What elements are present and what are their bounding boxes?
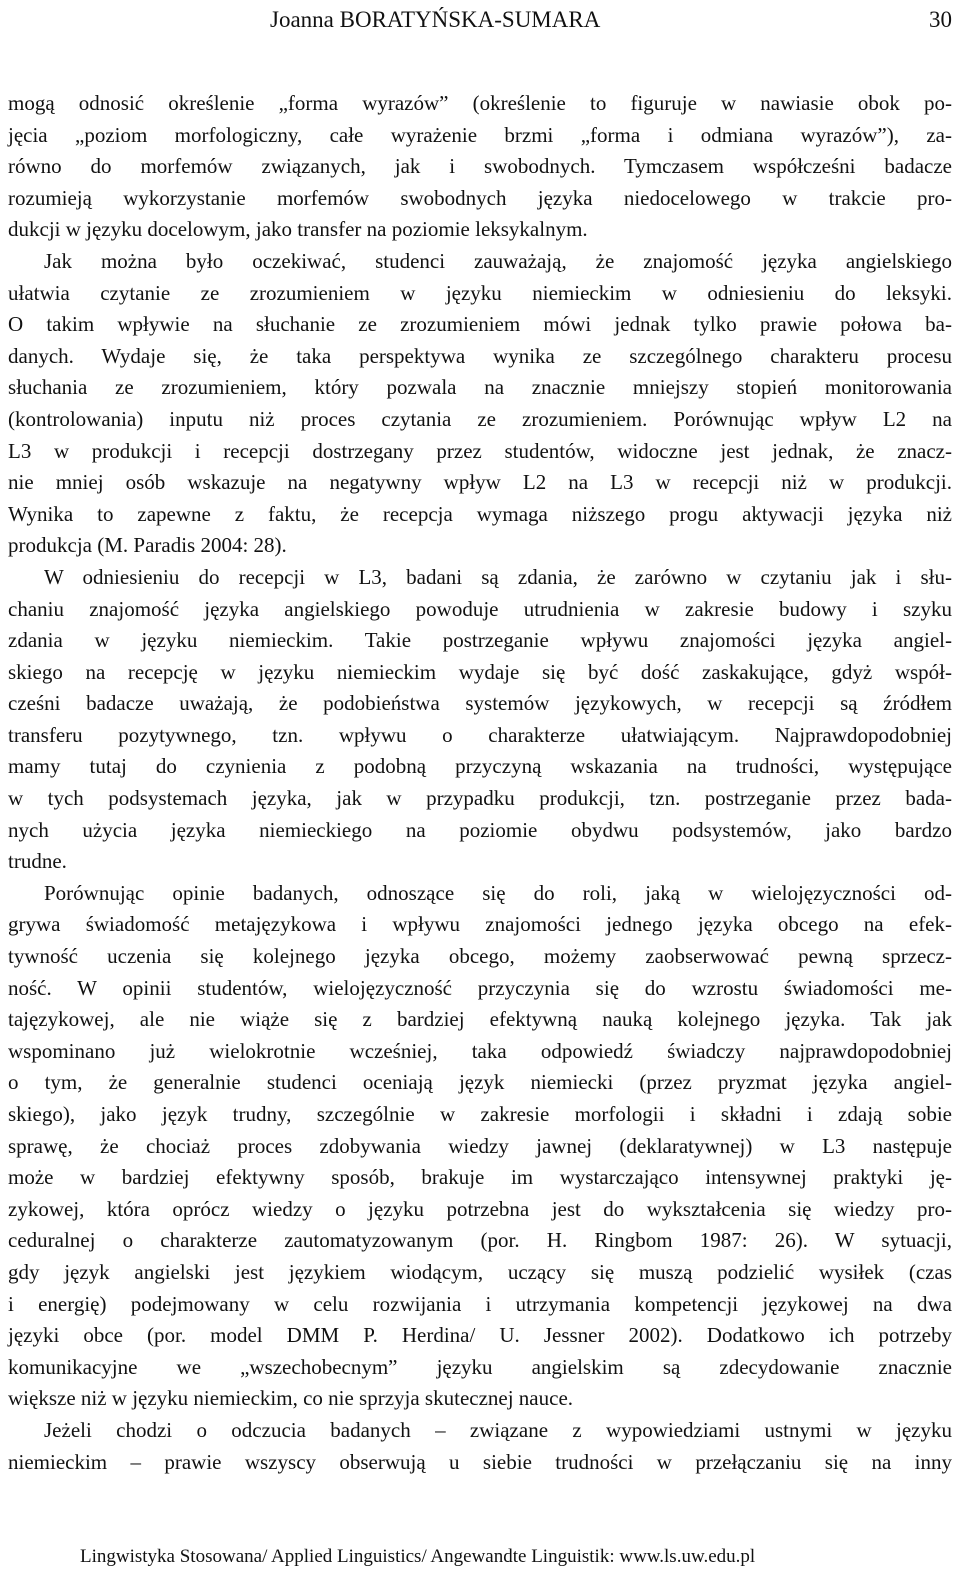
text-line: języki obce (por. model DMM P. Herdina/ U. Jessner 2002). Dodatkowo ich potrzeby (8, 1323, 952, 1348)
text-line: rozumieją wykorzystanie morfemów swobodnych języka niedocelowego w trakcie pro- (8, 185, 952, 210)
text-line: mamy tutaj do czynienia z podobną przyczyną wskazania na trudności, występujące (8, 754, 952, 779)
text-line: L3 w produkcji i recepcji dostrzegany przez studentów, widoczne jest jednak, że znacz- (8, 438, 952, 463)
text-line: komunikacyjne we „wszechobecnym” języku angielskim są zdecydowanie znacznie (8, 1354, 952, 1379)
text-line: nie mniej osób wskazuje na negatywny wpływ L2 na L3 w recepcji niż w produkcji. (8, 470, 952, 495)
text-line: ułatwia czytanie ze zrozumieniem w języku niemieckim w odniesieniu do leksyki. (8, 280, 952, 305)
text-line: o tym, że generalnie studenci oceniają język niemiecki (przez pryzmat języka angiel- (8, 1070, 952, 1095)
text-line: Porównując opinie badanych, odnoszące się do roli, jaką w wielojęzyczności od- (44, 880, 952, 905)
text-line: cześni badacze uważają, że podobieństwa systemów językowych, w recepcji są źródłem (8, 691, 952, 716)
text-line: ceduralnej o charakterze zautomatyzowanym (por. H. Ringbom 1987: 26). W sytuacji, (8, 1228, 952, 1253)
text-line: grywa świadomość metajęzykowa i wpływu znajomości jednego języka obcego na efek- (8, 912, 952, 937)
running-header (8, 2, 952, 38)
text-line: danych. Wydaje się, że taka perspektywa wynika ze szczególnego charakteru procesu (8, 343, 952, 368)
text-line: gdy język angielski jest językiem wiodącym, uczący się muszą podzielić wysiłek (czas (8, 1259, 952, 1284)
text-line: zykowej, która oprócz wiedzy o języku potrzebna jest do wykształcenia się wiedzy pro- (8, 1196, 952, 1221)
text-line: O takim wpływie na słuchanie ze zrozumieniem mówi jednak tylko prawie połowa ba- (8, 312, 952, 337)
text-line: może w bardziej efektywny sposób, brakuje im wystarczająco intensywnej praktyki ję- (8, 1165, 952, 1190)
text-line: Jak można było oczekiwać, studenci zauważają, że znajomość języka angielskiego (44, 248, 952, 273)
text-line: zdania w języku niemieckim. Takie postrzeganie wpływu znajomości języka angiel- (8, 628, 952, 653)
text-line: trudne. (8, 849, 67, 874)
text-line: transferu pozytywnego, tzn. wpływu o charakterze ułatwiającym. Najprawdopodobniej (8, 722, 952, 747)
text-line: w tych podsystemach języka, jak w przypadku produkcji, tzn. postrzeganie przez bada- (8, 786, 952, 811)
text-line: tywność uczenia się kolejnego języka obcego, możemy zaobserwować pewną sprzecz- (8, 944, 952, 969)
text-line: skiego), jako język trudny, szczególnie w zakresie morfologii i składni i zdają sobie (8, 1102, 952, 1126)
text-line: nych użycia języka niemieckiego na poziomie obydwu podsystemów, jako bardzo (8, 817, 952, 842)
text-line: ność. W opinii studentów, wielojęzyczność przyczynia się do wzrostu świadomości me- (8, 975, 952, 1000)
text-line: większe niż w języku niemieckim, co nie sprzyja skutecznej nauce. (8, 1386, 574, 1411)
text-line: chaniu znajomość języka angielskiego powoduje utrudnienia w zakresie budowy i szyku (8, 596, 952, 621)
text-line: równo do morfemów związanych, jak i swobodnych. Tymczasem współcześni badacze (8, 154, 952, 179)
text-line: jęcia „poziom morfologiczny, całe wyrażenie brzmi „forma i odmiana wyrazów”), za- (8, 122, 952, 147)
page-number: 30 (929, 7, 952, 32)
text-line: sprawę, że chociaż proces zdobywania wiedzy jawnej (deklaratywnej) w L3 następuje (8, 1133, 952, 1158)
text-line: mogą odnosić określenie „forma wyrazów” (określenie to figuruje w nawiasie obok po- (8, 91, 952, 115)
text-line: (kontrolowania) inputu niż proces czytania ze zrozumieniem. Porównując wpływ L2 na (8, 406, 952, 431)
text-line: dukcji w języku docelowym, jako transfer na poziomie leksykalnym. (8, 217, 588, 242)
header-author: Joanna BORATYŃSKA-SUMARA (270, 7, 601, 32)
body-text (8, 88, 952, 1478)
text-line: i energię) podejmowany w celu rozwijania i utrzymania kompetencji językowej na dwa (8, 1291, 952, 1316)
text-line: Jeżeli chodzi o odczucia badanych – związane z wypowiedziami ustnymi w języku (44, 1417, 952, 1442)
page-footer: Lingwistyka Stosowana/ Applied Linguistics/ Angewandte Linguistik: www.ls.uw.edu.pl (80, 1546, 756, 1567)
text-line: tajęzykowej, ale nie wiąże się z bardziej efektywną nauką kolejnego języka. Tak jak (8, 1007, 952, 1032)
text-line: Wynika to zapewne z faktu, że recepcja wymaga niższego progu aktywacji języka niż (8, 501, 952, 526)
text-line: produkcja (M. Paradis 2004: 28). (8, 533, 287, 558)
text-line: niemieckim – prawie wszyscy obserwują u siebie trudności w przełączaniu się na inny (8, 1449, 952, 1474)
text-line: słuchania ze zrozumieniem, który pozwala na znacznie mniejszy stopień monitorowania (8, 375, 952, 400)
text-line: W odniesieniu do recepcji w L3, badani są zdania, że zarówno w czytaniu jak i słu- (44, 564, 952, 589)
text-line: skiego na recepcję w języku niemieckim wydaje się być dość zaskakujące, gdyż współ- (8, 659, 952, 684)
text-line: wspominano już wielokrotnie wcześniej, taka odpowiedź świadczy najprawdopodobniej (8, 1038, 952, 1063)
